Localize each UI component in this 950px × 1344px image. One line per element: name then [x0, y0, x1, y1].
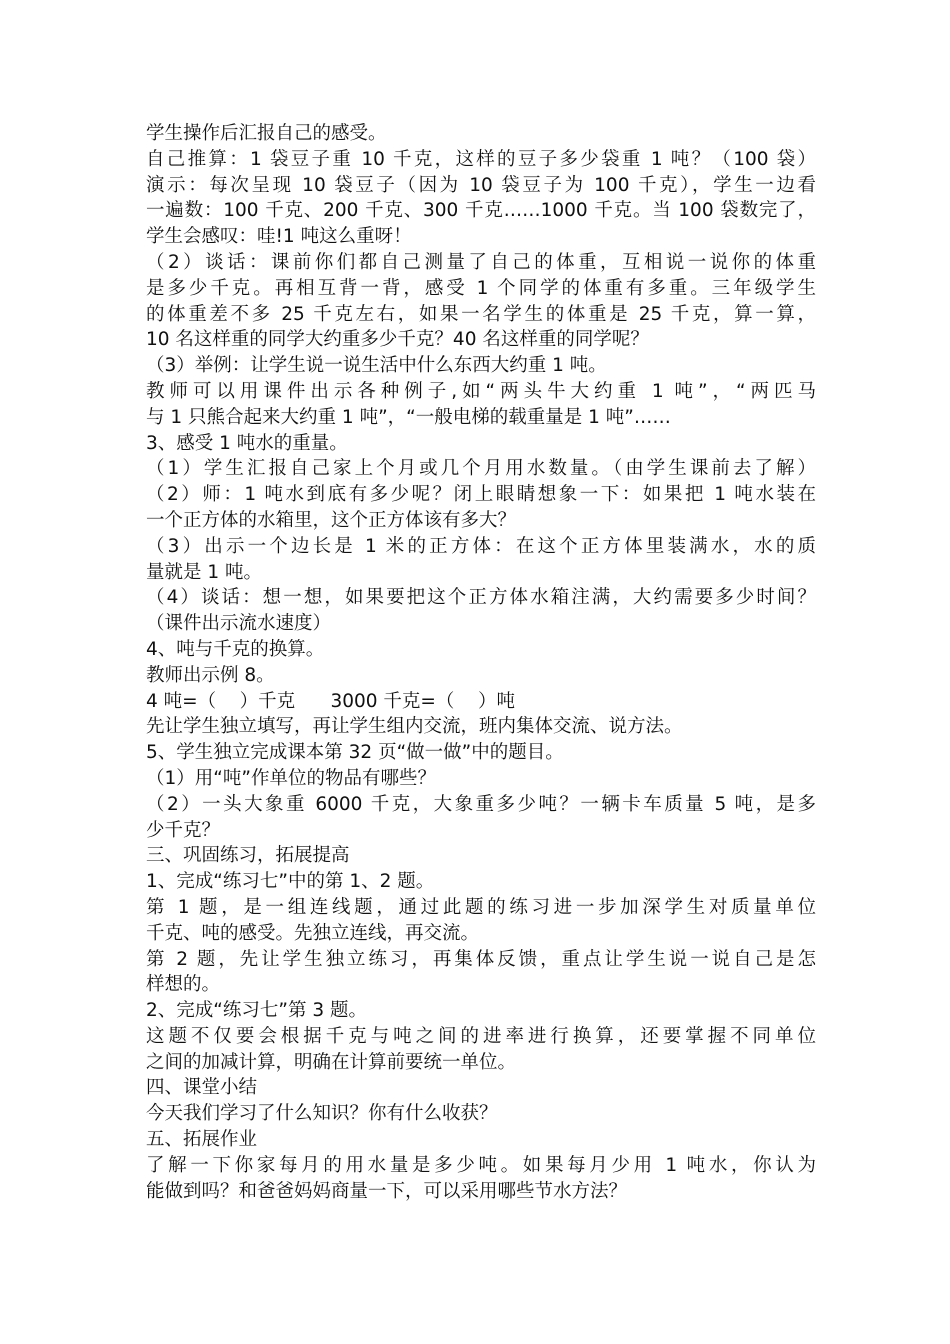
text-line: 10 名这样重的同学大约重多少千克？40 名这样重的同学呢？	[146, 329, 649, 351]
section-heading: 三、巩固练习，拓展提高	[146, 845, 350, 867]
section-heading: 3、感受 1 吨水的重量。	[146, 432, 348, 454]
document-body	[146, 121, 816, 1204]
text-line: 1、完成“练习七”中的第 1、2 题。	[146, 871, 435, 893]
text-line: （4）谈话：想一想，如果要把这个正方体水箱注满，大约需要多少时间？	[146, 587, 816, 609]
text-line: （2）师：1 吨水到底有多少呢？闭上眼睛想象一下：如果把 1 吨水装在	[146, 484, 816, 506]
text-line: 今天我们学习了什么知识？你有什么收获？	[146, 1103, 498, 1125]
text-line: （课件出示流水速度）	[146, 613, 332, 635]
text-line: 能做到吗？和爸爸妈妈商量一下，可以采用哪些节水方法？	[146, 1180, 628, 1202]
text-line: 千克、吨的感受。先独立连线，再交流。	[146, 922, 480, 944]
text-line: （1）学生汇报自己家上个月或几个月用水数量。（由学生课前去了解）	[146, 458, 816, 480]
text-line: （2）谈话：课前你们都自己测量了自己的体重，互相说一说你的体重	[146, 251, 816, 273]
section-heading: 四、课堂小结	[146, 1077, 258, 1099]
text-line: 量就是 1 吨。	[146, 561, 263, 583]
text-line: 一个正方体的水箱里，这个正方体该有多大？	[146, 509, 517, 531]
text-line: 了解一下你家每月的用水量是多少吨。如果每月少用 1 吨水，你认为	[146, 1154, 816, 1176]
text-line: 先让学生独立填写，再让学生组内交流，班内集体交流、说方法。	[146, 716, 683, 738]
text-line: （2）一头大象重 6000 千克，大象重多少吨？一辆卡车质量 5 吨，是多	[146, 793, 816, 815]
text-line: 与 1 只熊合起来大约重 1 吨”，“一般电梯的载重量是 1 吨”……	[146, 406, 671, 428]
text-line: （1）用“吨”作单位的物品有哪些？	[146, 767, 436, 789]
example-line: 4 吨=（ ）千克 3000 千克=（ ）吨	[146, 690, 515, 712]
text-line: 教师可以用课件出示各种例子,如“两头牛大约重 1 吨”，“两匹马	[146, 380, 816, 402]
text-line: 的体重差不多 25 千克左右，如果一名学生的体重是 25 千克，算一算，	[146, 303, 816, 325]
section-heading: 五、拓展作业	[146, 1129, 258, 1151]
text-line: 第 1 题，是一组连线题，通过此题的练习进一步加深学生对质量单位	[146, 896, 816, 918]
text-line: 样想的。	[146, 974, 221, 996]
section-heading: 5、学生独立完成课本第 32 页“做一做”中的题目。	[146, 742, 564, 764]
text-line: 自己推算：1 袋豆子重 10 千克，这样的豆子多少袋重 1 吨？（100 袋）	[146, 148, 816, 170]
text-line: 一遍数：100 千克、200 千克、300 千克……1000 千克。当 100 袋数完了，	[146, 200, 816, 222]
text-line: （3）举例：让学生说一说生活中什么东西大约重 1 吨。	[146, 355, 607, 377]
text-line: 之间的加减计算，明确在计算前要统一单位。	[146, 1051, 517, 1073]
text-line: 学生会感叹：哇!1 吨这么重呀！	[146, 226, 412, 248]
section-heading: 4、吨与千克的换算。	[146, 638, 325, 660]
text-line: （3）出示一个边长是 1 米的正方体：在这个正方体里装满水，水的质	[146, 535, 816, 557]
text-line: 少千克？	[146, 819, 221, 841]
text-line: 学生操作后汇报自己的感受。	[146, 123, 387, 144]
text-line: 教师出示例 8。	[146, 664, 275, 686]
text-line: 2、完成“练习七”第 3 题。	[146, 1000, 367, 1022]
text-line: 是多少千克。再相互背一背，感受 1 个同学的体重有多重。三年级学生	[146, 277, 816, 299]
text-line: 这题不仅要会根据千克与吨之间的进率进行换算，还要掌握不同单位	[146, 1025, 816, 1047]
text-line: 演示：每次呈现 10 袋豆子（因为 10 袋豆子为 100 千克），学生一边看	[146, 174, 816, 196]
text-line: 第 2 题，先让学生独立练习，再集体反馈，重点让学生说一说自己是怎	[146, 948, 816, 970]
